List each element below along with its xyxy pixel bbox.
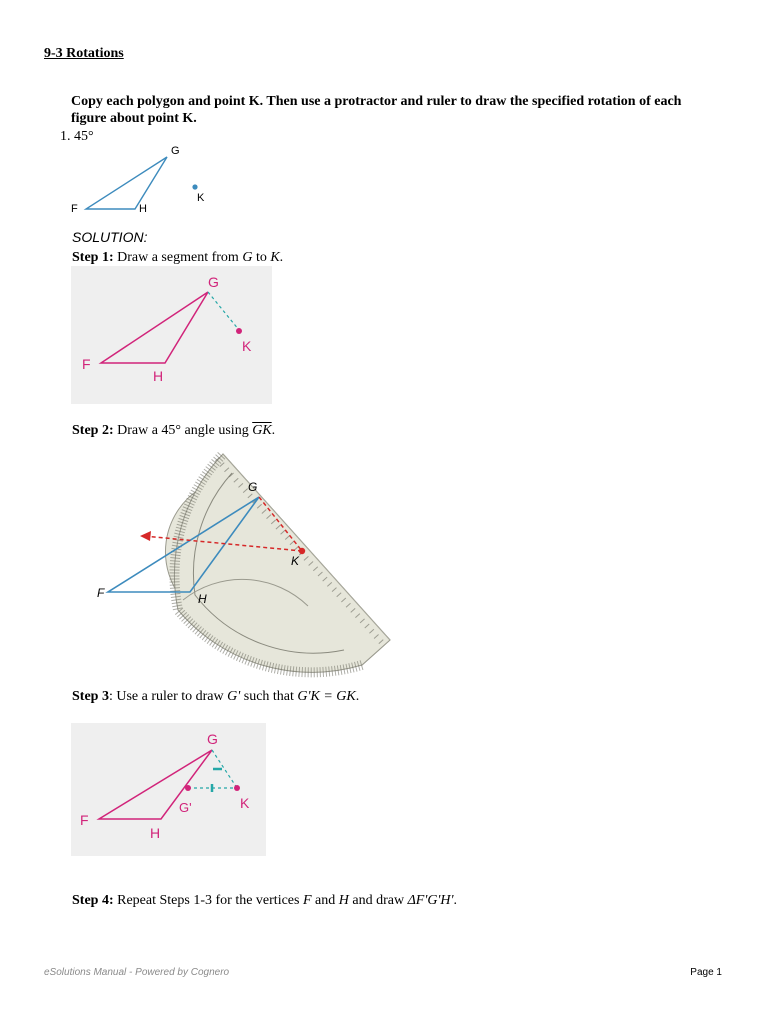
label-k: K [240,795,250,811]
point-k [236,328,242,334]
point-gprime [185,785,191,791]
step-2-segment-gk: $\overline{GK}$ [252,423,272,438]
label-h: H [139,203,147,215]
label-g: G [171,145,180,157]
step-3-label: Step 3 [72,689,109,704]
step-4-label: Step 4: [72,893,114,908]
label-g: G [207,731,218,747]
step-4-text-a: Repeat Steps 1-3 for the vertices [117,893,303,908]
point-k [234,785,240,791]
step-1-label: Step 1: [72,250,114,265]
step-3 [72,689,359,705]
label-g: G [248,480,258,494]
label-h: H [150,825,161,841]
label-g: G [208,274,219,290]
footer-brand: eSolutions Manual - Powered by Cognero [44,967,230,978]
problem-number: 1. [60,129,71,144]
step-1-text-a: Draw a segment from [117,250,243,265]
step-3-equation: G'K = GK [297,689,356,704]
section-title: 9-3 Rotations [44,46,124,61]
step-2-text-a: Draw a 45° angle using [117,423,253,438]
step-4-text-c: and draw [348,893,408,908]
step-1-var-k: K [270,250,280,265]
step-4-text-d: . [453,893,458,908]
step-3-text-c: . [355,689,360,704]
label-f: F [71,203,78,215]
label-f: F [80,812,89,828]
step-4-var-h: H [338,893,349,908]
point-k [299,548,305,554]
step-4-text-b: and [311,893,339,908]
label-k: K [197,192,205,204]
step-1-text-c: . [279,250,284,265]
point-k [192,184,197,189]
ray-arrowhead [140,531,151,541]
label-k: K [242,338,252,354]
solution-label: SOLUTION: [72,229,148,245]
label-h: H [153,368,164,384]
step-1 [72,250,283,266]
step-2-text-b: . [271,423,276,438]
triangle-fgh [86,157,167,209]
step-3-text-a: : Use a ruler to draw [108,689,228,704]
label-h: H [198,592,207,606]
label-gprime: G' [179,800,192,815]
step-3-text-b: such that [240,689,298,704]
label-f: F [82,356,91,372]
label-f: F [97,586,105,600]
protractor [165,454,390,672]
step-1-text-b: to [252,250,271,265]
step-1-figure [71,266,272,404]
step-2-label: Step 2: [72,423,114,438]
label-k: K [291,554,300,568]
instructions: Copy each polygon and point K. Then use a protractor and ruler to draw the specified rotation of each figure about point K. [71,94,682,126]
step-3-var-gprime: G' [227,689,241,704]
step-2-figure [92,445,402,685]
step-3-figure [71,723,266,856]
step-4-triangle: ΔF'G'H' [407,893,454,908]
step-1-var-g: G [242,250,253,265]
step-2 [72,423,275,439]
problem-angle: 45° [74,129,94,144]
step-4-var-f: F [302,893,312,908]
original-figure [60,140,230,220]
page-number: Page 1 [690,967,722,978]
step-4 [72,893,457,909]
